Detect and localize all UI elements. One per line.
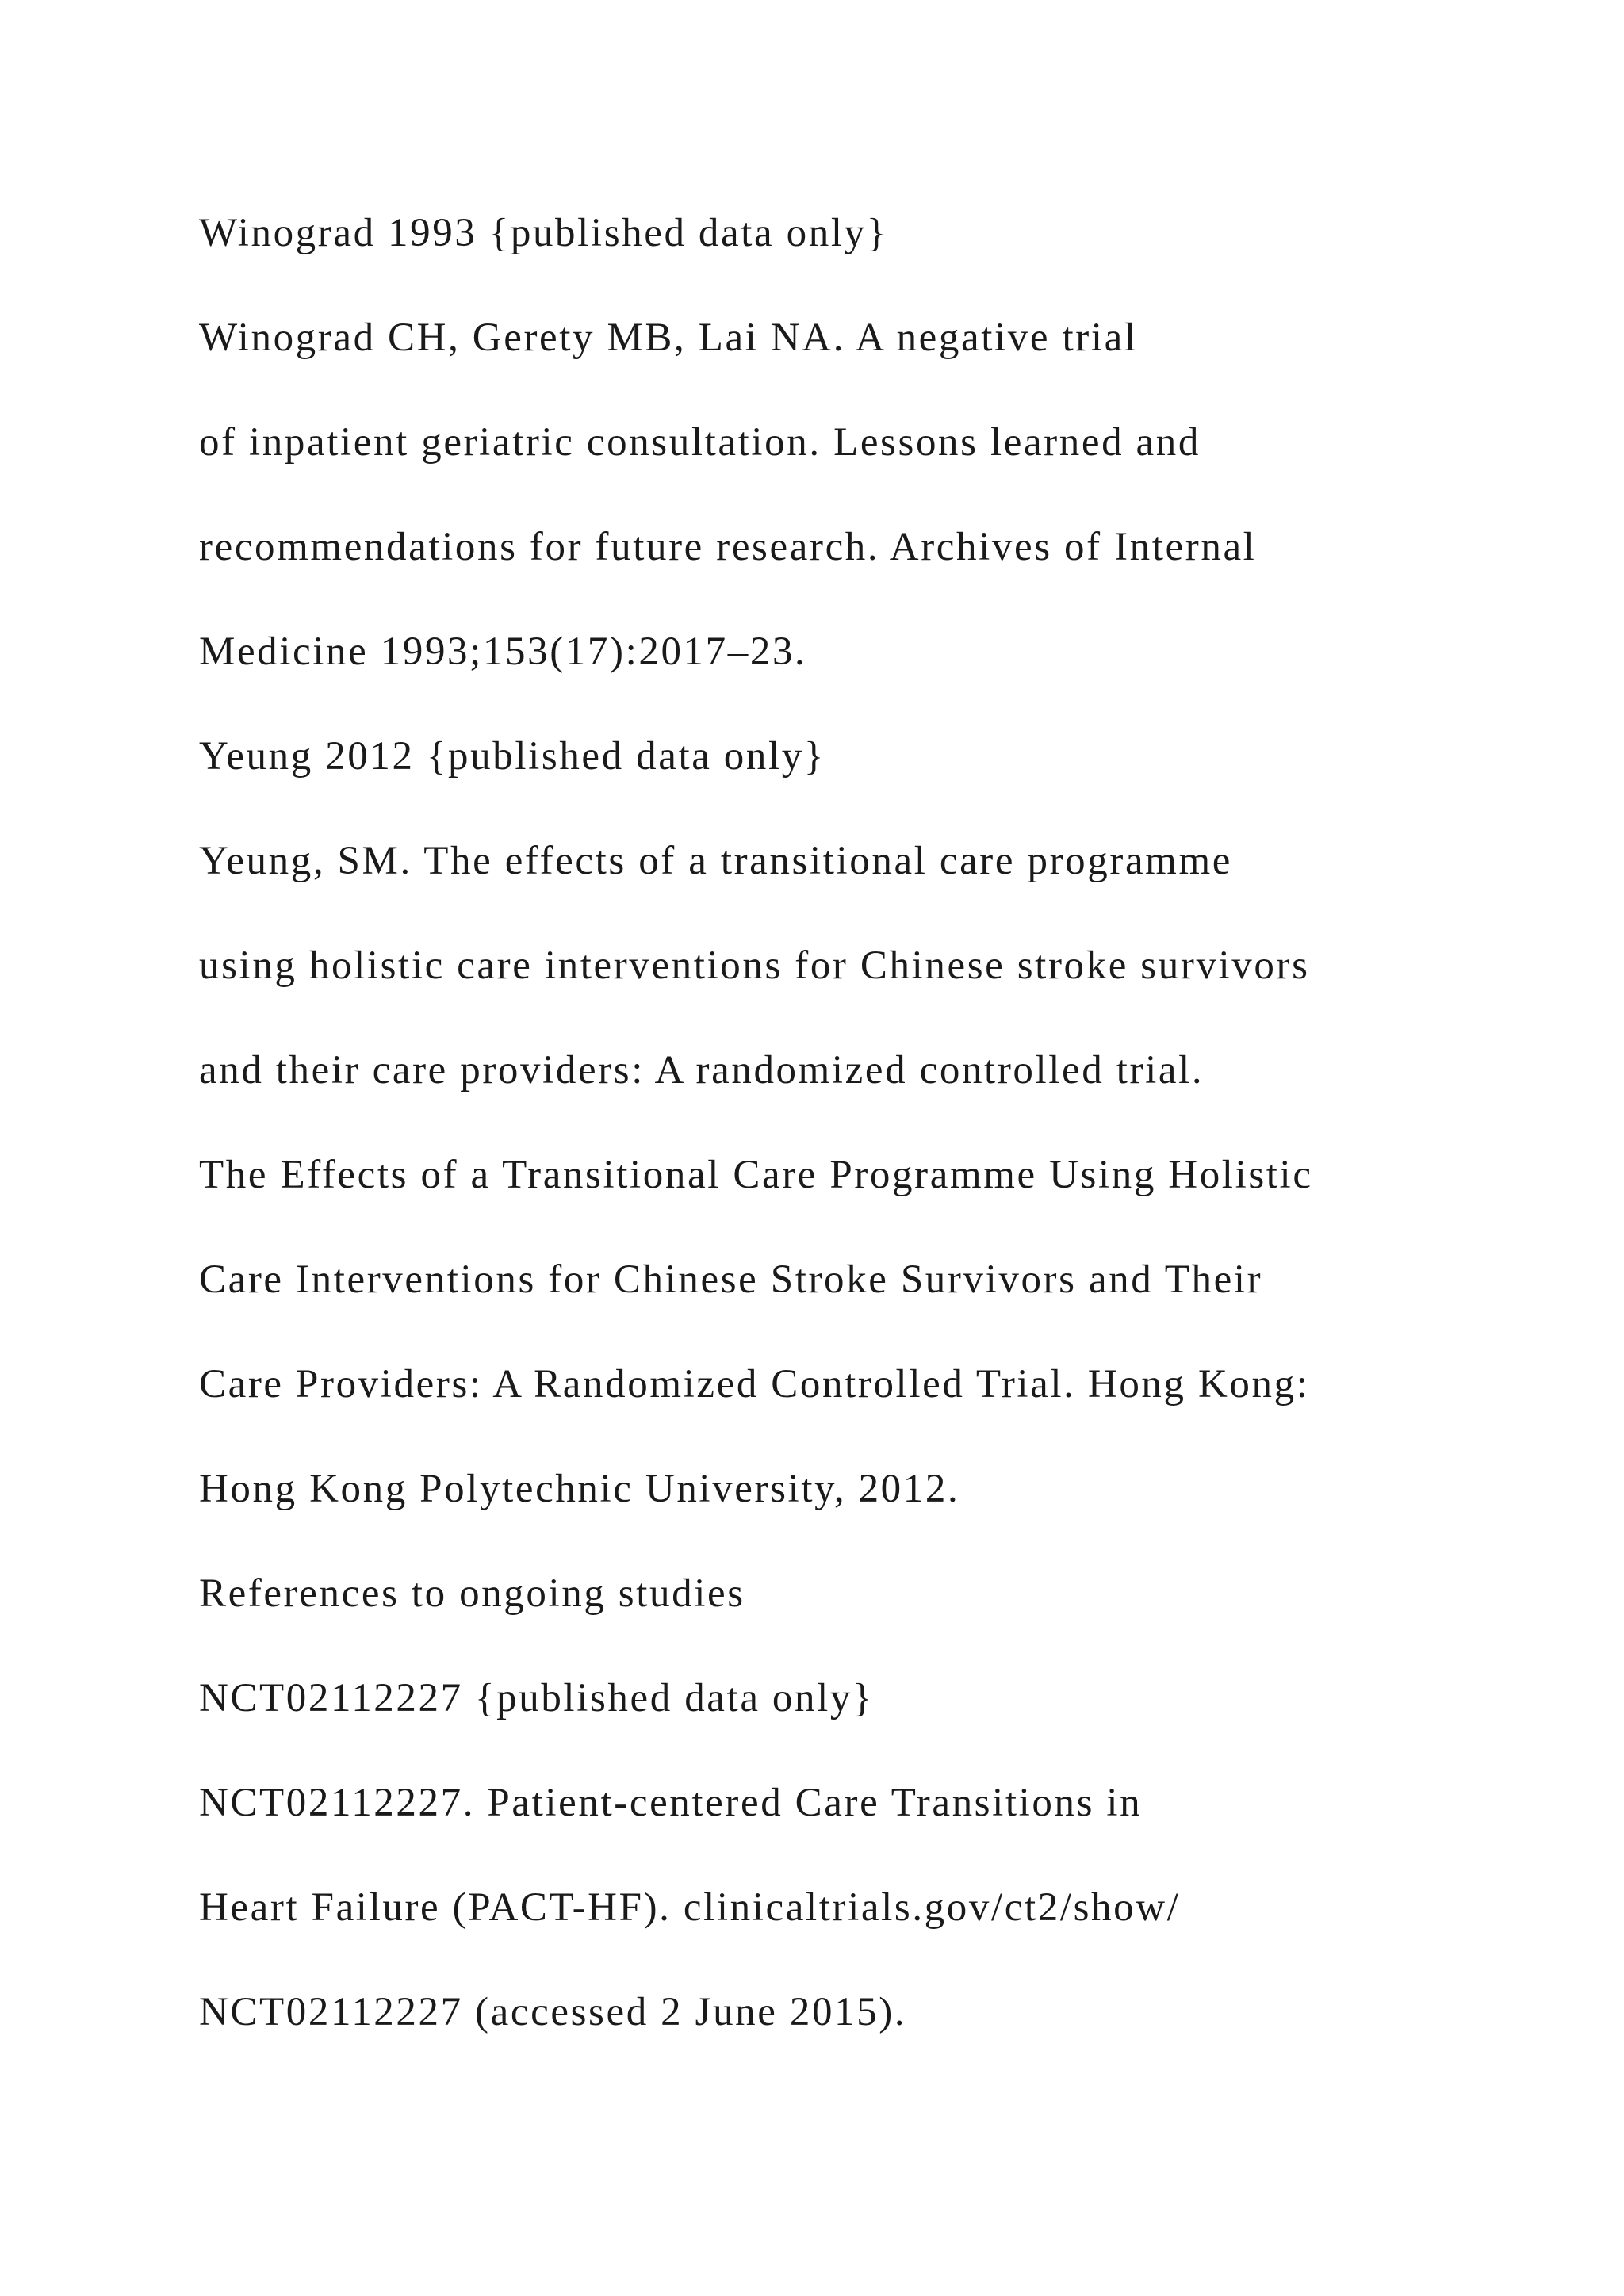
- reference-citation-line: using holistic care interventions for Chinese stroke survivors: [199, 943, 1310, 988]
- reference-citation-line: Winograd CH, Gerety MB, Lai NA. A negative trial: [199, 316, 1138, 360]
- reference-citation-line: NCT02112227. Patient-centered Care Transitions in: [199, 1781, 1143, 1825]
- reference-citation-line: recommendations for future research. Archives of Internal: [199, 525, 1257, 569]
- reference-citation-line: Yeung, SM. The effects of a transitional care programme: [199, 839, 1232, 883]
- reference-citation-line: The Effects of a Transitional Care Programme Using Holistic: [199, 1153, 1313, 1197]
- reference-citation-line: and their care providers: A randomized controlled trial.: [199, 1048, 1205, 1093]
- reference-citation-line: Hong Kong Polytechnic University, 2012.: [199, 1467, 960, 1511]
- section-heading-ongoing-studies: References to ongoing studies: [199, 1571, 745, 1616]
- reference-citation-line: Care Providers: A Randomized Controlled Trial. Hong Kong:: [199, 1362, 1310, 1406]
- reference-heading-nct02112227: NCT02112227 {published data only}: [199, 1676, 875, 1720]
- reference-list: [199, 181, 1595, 2064]
- reference-citation-line: Care Interventions for Chinese Stroke Survivors and Their: [199, 1257, 1263, 1302]
- reference-citation-line: Medicine 1993;153(17):2017–23.: [199, 629, 807, 674]
- reference-heading-yeung-2012: Yeung 2012 {published data only}: [199, 734, 825, 779]
- reference-citation-line: of inpatient geriatric consultation. Lessons learned and: [199, 420, 1201, 465]
- reference-citation-line: NCT02112227 (accessed 2 June 2015).: [199, 1990, 907, 2034]
- reference-heading-winograd-1993: Winograd 1993 {published data only}: [199, 211, 888, 255]
- reference-citation-line: Heart Failure (PACT-HF). clinicaltrials.gov/ct2/show/: [199, 1885, 1181, 1930]
